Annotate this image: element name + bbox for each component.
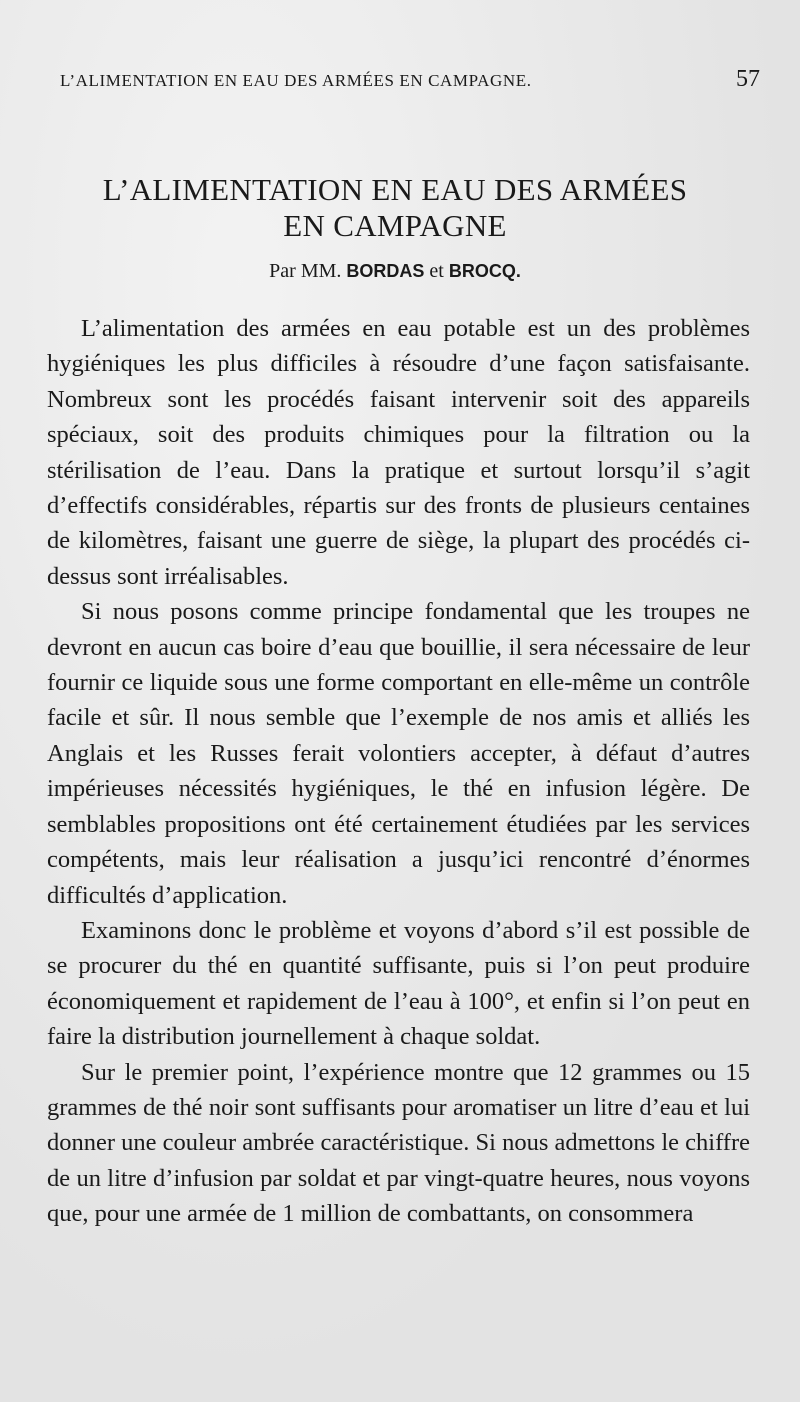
author-1: BORDAS bbox=[346, 261, 425, 281]
byline-and: et bbox=[429, 260, 444, 282]
article-body bbox=[47, 311, 750, 1232]
paragraph-2: Si nous posons comme principe fondamental que les troupes ne devront en aucun cas boire d’eau que bouillie, il sera nécessaire de leur fournir ce liquide sous une forme comportant en elle-même un contrôle facile et sûr. Il nous semble que l’exemple de nos amis et alliés les Anglais et les Russes ferait volontiers accepter, à défaut d’autres impérieuses nécessités hygiéniques, le thé en infusion légère. De semblables propositions ont été certainement étudiées par les services compétents, mais leur réalisation a jusqu’ici rencontré d’énormes difficultés d’application. bbox=[47, 598, 750, 909]
byline-prefix: Par MM. bbox=[269, 260, 342, 282]
article-title-line-1: L’ALIMENTATION EN EAU DES ARMÉES bbox=[102, 172, 688, 207]
paragraph-4: Sur le premier point, l’expérience montre que 12 grammes ou 15 grammes de thé noir sont suffisants pour aromatiser un litre d’eau et lui donner une couleur ambrée caractéristique. Si nous admettons le chiffre de un litre d’infusion par soldat et par vingt-quatre heures, nous voyons que, pour une armée de 1 million de combattants, on consommera bbox=[47, 1058, 750, 1228]
running-head-title: L’ALIMENTATION EN EAU DES ARMÉES EN CAMPAGNE. bbox=[60, 71, 532, 90]
author-2: BROCQ. bbox=[448, 261, 521, 281]
byline bbox=[60, 260, 730, 283]
paragraph-3: Examinons donc le problème et voyons d’abord s’il est possible de se procurer du thé en quantité suffisante, puis si l’on peut produire économiquement et rapidement de l’eau à 100°, et enfin si l’on peut en faire la distribution journellement à chaque soldat. bbox=[47, 916, 750, 1051]
running-head bbox=[60, 66, 760, 93]
page-number: 57 bbox=[736, 66, 760, 92]
article-title bbox=[60, 172, 730, 244]
article-title-line-2: EN CAMPAGNE bbox=[283, 208, 507, 243]
paragraph-1: L’alimentation des armées en eau potable est un des problèmes hygiéniques les plus difficiles à résoudre d’une façon satisfaisante. Nombreux sont les procédés faisant intervenir soit des appareils spéciaux, soit des produits chimiques pour la filtration ou la stérilisation de l’eau. Dans la pratique et surtout lorsqu’il s’agit d’effectifs considérables, répartis sur des fronts de plusieurs centaines de kilomètres, faisant une guerre de siège, la plupart des procédés ci-dessus sont irréalisables. bbox=[47, 315, 750, 590]
